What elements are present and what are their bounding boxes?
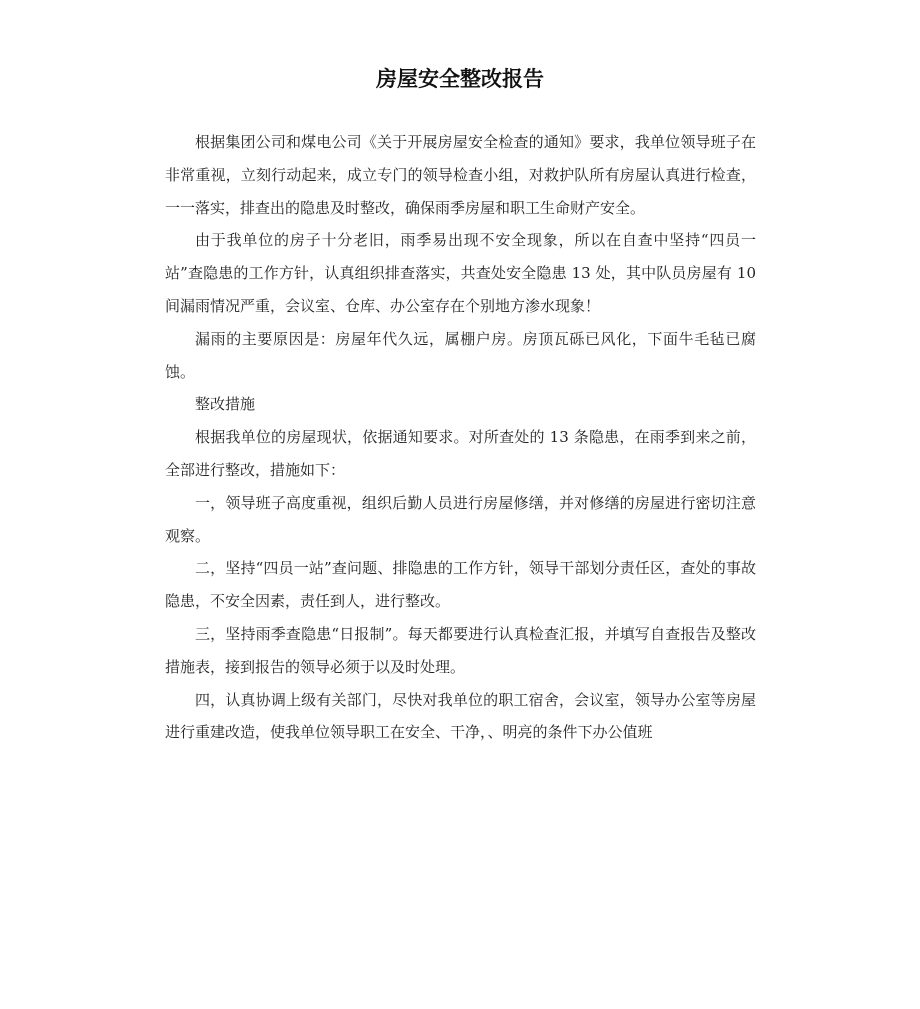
document-body <box>165 126 756 749</box>
paragraph-measure-4: 四，认真协调上级有关部门，尽快对我单位的职工宿舍，会议室，领导办公室等房屋进行重建改造，使我单位领导职工在安全、干净，、明亮的条件下办公值班 <box>165 690 756 742</box>
section-heading-measures: 整改措施 <box>195 395 256 414</box>
paragraph-causes: 漏雨的主要原因是：房屋年代久远，属棚户房。房顶瓦砾已风化，下面牛毛毡已腐蚀。 <box>165 329 756 381</box>
paragraph-measure-1: 一，领导班子高度重视，组织后勤人员进行房屋修缮，并对修缮的房屋进行密切注意观察。 <box>165 493 756 545</box>
paragraph-intro: 根据集团公司和煤电公司《关于开展房屋安全检查的通知》要求，我单位领导班子在非常重视，立刻行动起来，成立专门的领导检查小组，对救护队所有房屋认真进行检查，一一落实，排查出的隐患及时整改，确保雨季房屋和职工生命财产安全。 <box>165 133 756 217</box>
document-title: 房屋安全整改报告 <box>376 67 544 91</box>
paragraph-measure-2: 二，坚持“四员一站”查问题、排隐患的工作方针，领导干部划分责任区，查处的事故隐患，不安全因素，责任到人，进行整改。 <box>165 559 756 611</box>
paragraph-measures-intro: 根据我单位的房屋现状，依据通知要求。对所查处的 13 条隐患，在雨季到来之前，全部进行整改，措施如下： <box>165 428 756 479</box>
paragraph-measure-3: 三，坚持雨季查隐患“日报制”。每天都要进行认真检查汇报，并填写自查报告及整改措施表，接到报告的领导必须于以及时处理。 <box>165 624 756 676</box>
paragraph-findings: 由于我单位的房子十分老旧，雨季易出现不安全现象，所以在自查中坚持“四员一站”查隐患的工作方针，认真组织排查落实，共查处安全隐患 13 处，其中队员房屋有 10 间漏雨情况严重，会议室、仓库、办公室存在个别地方渗水现象！ <box>165 231 756 315</box>
